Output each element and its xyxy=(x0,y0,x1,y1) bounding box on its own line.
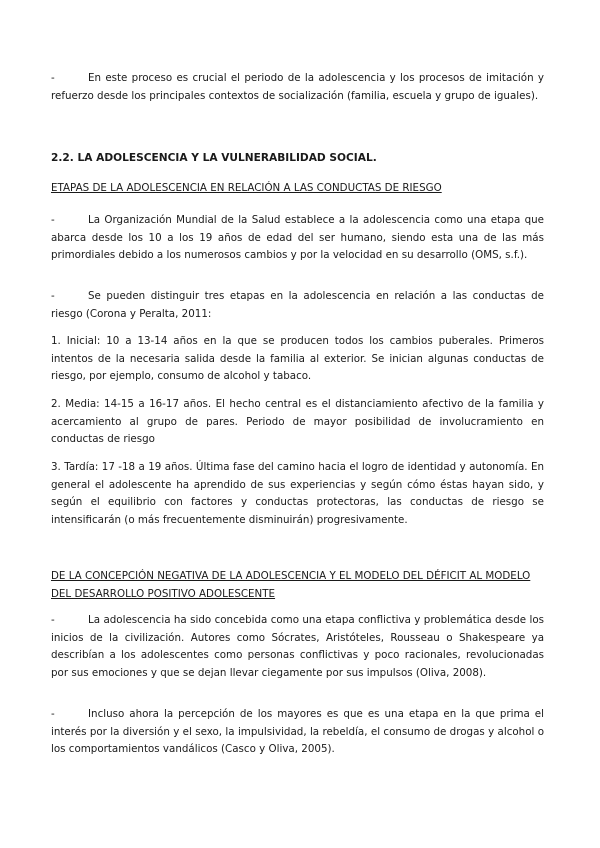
paragraph-stage-late: 3. Tardía: 17 -18 a 19 años. Última fase del camino hacia el logro de identidad y autonomía. En general el adolescente ha aprendido de sus experiencias y según cómo éstas hayan sido, y según el equilibrio con factores y conductas protectoras, las conductas de riesgo se intensificarán (o más frecuentemente disminuirán) progresivamente. xyxy=(51,461,544,527)
subsection-heading-stages: ETAPAS DE LA ADOLESCENCIA EN RELACIÓN A LAS CONDUCTAS DE RIESGO xyxy=(51,182,442,194)
paragraph-socialization xyxy=(51,70,544,105)
paragraph-adult-perception xyxy=(51,706,544,759)
paragraph-stage-middle: 2. Media: 14-15 a 16-17 años. El hecho central es el distanciamiento afectivo de la familia y acercamiento al grupo de pares. Periodo de mayor posibilidad de involucramiento en conductas de riesgo xyxy=(51,398,544,446)
paragraph-text: Se pueden distinguir tres etapas en la adolescencia en relación a las conductas de riesgo (Corona y Peralta, 2011: xyxy=(51,290,544,320)
paragraph-three-stages xyxy=(51,288,544,323)
paragraph-text: Incluso ahora la percepción de los mayores es que es una etapa en la que prima el interés por la diversión y el sexo, la impulsividad, la rebeldía, el consumo de drogas y alcohol o los comportamientos vandálicos (Casco y Oliva, 2005). xyxy=(51,708,544,756)
section-heading: 2.2. LA ADOLESCENCIA Y LA VULNERABILIDAD SOCIAL. xyxy=(51,152,377,164)
paragraph-conflictive-stage xyxy=(51,612,544,683)
bullet-dash: - xyxy=(51,614,55,626)
bullet-dash: - xyxy=(51,290,55,302)
bullet-dash: - xyxy=(51,708,55,720)
paragraph-text: En este proceso es crucial el periodo de la adolescencia y los procesos de imitación y refuerzo desde los principales contextos de socialización (familia, escuela y grupo de iguales). xyxy=(51,72,544,102)
subsection-heading-deficit-model: DE LA CONCEPCIÓN NEGATIVA DE LA ADOLESCENCIA Y EL MODELO DEL DÉFICIT AL MODELO DEL DESARROLLO POSITIVO ADOLESCENTE xyxy=(51,570,531,600)
paragraph-stage-initial: 1. Inicial: 10 a 13-14 años en la que se producen todos los cambios puberales. Primeros intentos de la necesaria salida desde la familia al exterior. Se inician algunas conductas de riesgo, por ejemplo, consumo de alcohol y tabaco. xyxy=(51,335,544,383)
bullet-dash: - xyxy=(51,214,55,226)
paragraph-oms xyxy=(51,212,544,265)
bullet-dash: - xyxy=(51,72,55,84)
paragraph-text: La adolescencia ha sido concebida como una etapa conflictiva y problemática desde los inicios de la civilización. Autores como Sócrates, Aristóteles, Rousseau o Shakespeare ya describían a los adolescentes como personas conflictivas y poco racionales, revolucionadas por sus emociones y que se dejan llevar ciegamente por sus impulsos (Oliva, 2008). xyxy=(51,614,544,680)
paragraph-text: La Organización Mundial de la Salud establece a la adolescencia como una etapa que abarca desde los 10 a los 19 años de edad del ser humano, siendo esta una de las más primordiales debido a los numerosos cambios y por la velocidad en su desarrollo (OMS, s.f.). xyxy=(51,214,544,262)
